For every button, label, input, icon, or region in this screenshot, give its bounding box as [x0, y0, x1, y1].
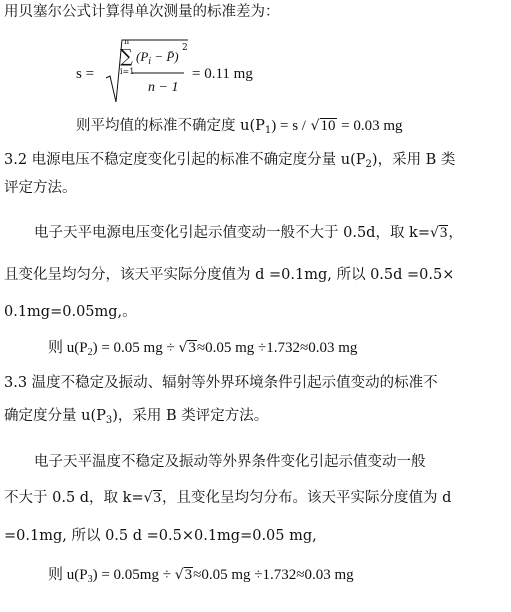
formula-denominator: n − 1 — [148, 80, 179, 95]
voltage-description-line-1: 电子天平电源电压变化引起示值变动一般不大于 0.5d，取 k=√3， — [34, 225, 463, 241]
bessel-formula — [76, 36, 366, 108]
section-3-3-heading-cont: 确定度分量 $u(P_3)$，采用 B 类评定方法。 — [4, 408, 269, 426]
sqrt-icon: √ — [174, 567, 184, 583]
sigma-symbol: ∑ — [120, 46, 133, 67]
section-3-3-heading: 3.3 温度不稳定及振动、辐射等外界环境条件引起示值变动的标准不 — [4, 375, 438, 391]
sum-lower-limit: i=1 — [120, 67, 135, 76]
temperature-description-line-2: 不大于 0.5 d，取 k=√3，且变化呈均匀分布。该天平实际分度值为 d — [4, 490, 452, 506]
sum-upper-limit: n — [124, 37, 130, 46]
temperature-description-line-3: =0.1mg, 所以 0.5 d =0.5×0.1mg=0.05 mg, — [4, 528, 317, 544]
sqrt-icon: √ — [430, 225, 439, 241]
sqrt-icon: √ — [310, 118, 320, 134]
voltage-description-line-3: 0.1mg=0.05mg,。 — [4, 304, 137, 320]
section-3-2-heading: 3.2 电源电压不稳定度变化引起的标准不确定度分量 $u(P_2)$，采用 B 类 — [4, 152, 456, 170]
voltage-uncertainty-result: 则 $u(P_2) = 0.05$ mg ÷ √3≈0.05 mg ÷1.732≈0.03 mg — [48, 340, 358, 358]
voltage-description-line-2: 且变化呈均匀分，该天平实际分度值为 d =0.1mg, 所以 0.5d =0.5× — [4, 267, 455, 283]
temperature-description-line-1: 电子天平温度不稳定及振动等外界条件变化引起示值变动一般 — [34, 454, 426, 470]
mean-uncertainty-line: 则平均值的标准不确定度 $u(P_1) = s / √10 = 0.03$ mg — [76, 118, 403, 136]
section-3-2-method: 评定方法。 — [4, 180, 77, 196]
sqrt-icon: √ — [143, 490, 153, 506]
formula-square: 2 — [182, 43, 188, 53]
temperature-uncertainty-result: 则 $u(P_3) = 0.05mg \div √3\approx 0.05$ mg ÷1.732≈0.03 mg — [48, 567, 354, 585]
intro-line: 用贝塞尔公式计算得单次测量的标准差为： — [4, 4, 280, 20]
sqrt-icon: √ — [178, 340, 188, 356]
formula-result: = 0.11 mg — [192, 66, 253, 82]
formula-lhs: s = — [76, 66, 95, 82]
formula-numerator: ($P_i$ − P̄) — [136, 49, 179, 67]
